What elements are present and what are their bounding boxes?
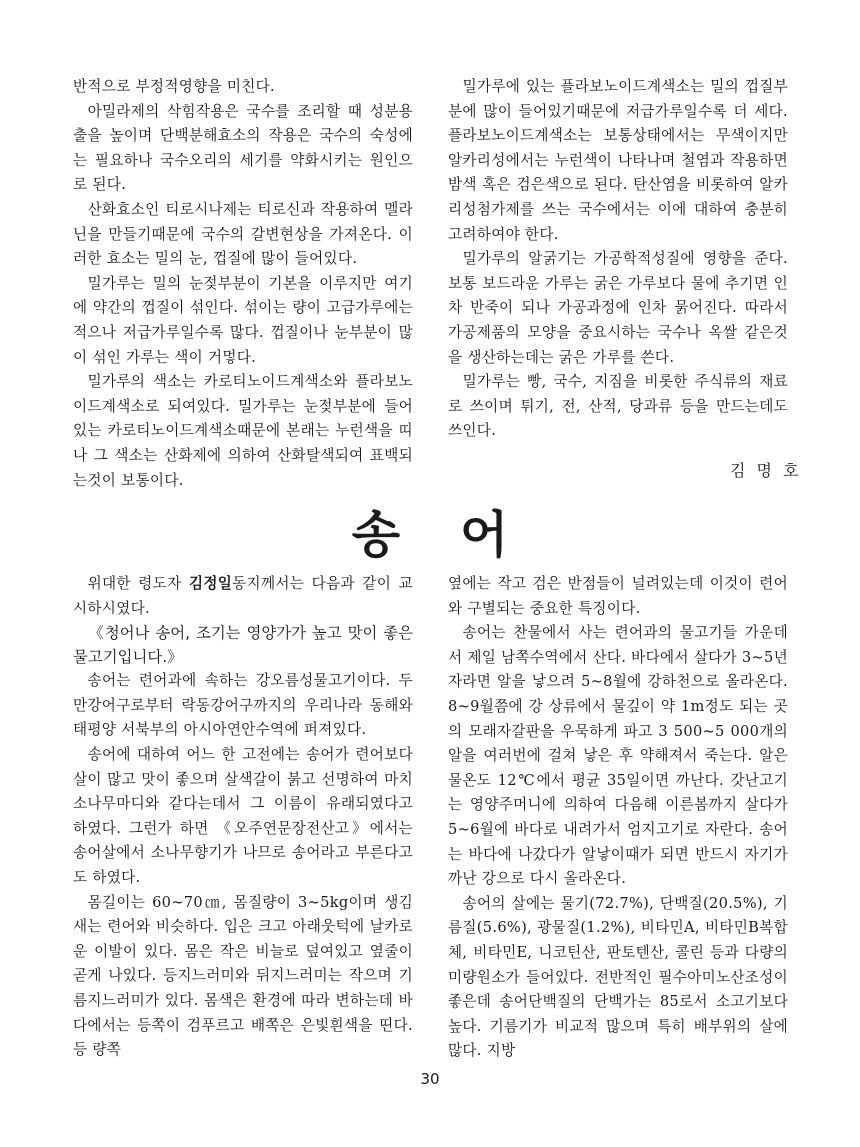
paragraph: 송어에 대하여 어느 한 고전에는 송어가 련어보다 살이 많고 맛이 좋으며 살색갈이 붉고 선명하여 마치 소나무마디와 같다는데서 그 이름이 유래되였다고 하였다. 그런가 하면 《오주연문장전산고》에서는 송어살에서 소나무향기가 나므로 송어라고 부른다고도 하였다. (73, 745, 413, 886)
article-column-top-left (73, 75, 413, 493)
paragraph: 밀가루의 알굵기는 가공학적성질에 영향을 준다. 보통 보드라운 가루는 굵은 가루보다 물에 추기면 인차 반죽이 되나 가공과정에 인차 묽어진다. 따라서 가공제품의 모양을 중요시하는 국수나 옥쌀 같은것을 생산하는데는 굵은 가루를 쓴다. (448, 250, 788, 366)
paragraph: 밀가루에 있는 플라보노이드계색소는 밀의 껍질부분에 많이 들어있기때문에 저급가루일수록 더 세다. 플라보노이드계색소는 보통상태에서는 무색이지만 알카리성에서는 누런색이 나타나며 철염과 작용하면 밤색 혹은 검은색으로 된다. 탄산염을 비롯하여 알카리성첨가제를 쓰는 국수에서는 이에 대하여 충분히 고려하여야 한다. (448, 78, 788, 243)
paragraph: 밀가루는 밀의 눈젖부분이 기본을 이루지만 여기에 약간의 껍질이 섞인다. 섞이는 량이 고급가루에는 적으나 저급가루일수록 많다. 껍질이나 눈부분이 많이 섞인 가루는 색이 거멓다. (73, 274, 413, 366)
paragraph: 송어는 련어과에 속하는 강오름성물고기이다. 두만강어구로부터 락동강어구까지의 우리나라 동해와 태평양 서북부의 아시아연안수역에 퍼져있다. (73, 672, 413, 739)
paragraph: 밀가루의 색소는 카로티노이드계색소와 플라보노이드계색소로 되여있다. 밀가루는 눈젖부분에 들어있는 카로티노이드계색소때문에 본래는 누런색을 띠나 그 색소는 산화제에 의하여 산화탈색되여 표백되는것이 보통이다. (73, 373, 413, 489)
article-column-top-right (448, 75, 788, 444)
intro-post: 동지께서는 다음과 같이 교시하시였다. (73, 575, 413, 617)
paragraph: 송어는 찬물에서 사는 련어과의 물고기들 가운데서 제일 남쪽수역에서 산다. 바다에서 살다가 3~5년 자라면 알을 낳으려 5~8월에 강하천으로 올라온다. 8~9월쯤에 강 상류에서 물깊이 약 1m정도 되는 곳의 모래자갈판을 우묵하게 파고 3 500~5 000개의 알을 여러번에 걸쳐 낳은 후 약해져서 죽는다. 알은 물온도 12℃에서 평균 35일이면 까난다. 갓난고기는 영양주머니에 의하여 다음해 이른봄까지 살다가 5~6월에 바다로 내려가서 엄지고기로 자란다. 송어는 바다에 나갔다가 알낳이때가 되면 반드시 자기가 까난 강으로 다시 올라온다. (448, 624, 788, 888)
article-title: 송어 (351, 506, 569, 564)
intro-paragraph (73, 572, 413, 621)
article-column-bottom-left (73, 572, 413, 1063)
quote: 《청어나 송어, 조기는 영양가가 높고 맛이 좋은 물고기입니다.》 (73, 624, 413, 667)
intro-pre: 위대한 령도자 (87, 575, 189, 592)
paragraph: 아밀라제의 삭힘작용은 국수를 조리할 때 성분용출을 높이며 단백분해효소의 작용은 국수의 숙성에는 필요하나 국수오리의 세기를 약화시키는 원인으로 된다. (73, 102, 413, 194)
paragraph: 밀가루는 빵, 국수, 지짐을 비롯한 주식류의 재료로 쓰이며 튀기, 전, 산적, 당과류 등을 만드는데도 쓰인다. (448, 373, 788, 440)
page-number: 30 (420, 1070, 440, 1088)
paragraph: 송어의 살에는 물기(72.7%), 단백질(20.5%), 기름질(5.6%), 광물질(1.2%), 비타민A, 비타민B복합체, 비타민E, 니코틴산, 판토텐산, 콜린 등과 다량의 미량원소가 들어있다. 전반적인 필수아미노산조성이 좋은데 송어단백질의 단백가는 85로서 소고기보다 높다. 기름기가 비교적 많으며 특히 배부위의 살에 많다. 지방 (448, 894, 788, 1060)
paragraph: 산화효소인 티로시나제는 티로신과 작용하여 멜라닌을 만들기때문에 국수의 갈변현상을 가져온다. 이러한 효소는 밀의 눈, 껍질에 많이 들어있다. (73, 200, 413, 268)
leader-name: 김정일 (188, 575, 233, 592)
paragraph: 반적으로 부정적영향을 미친다. (73, 78, 275, 95)
article-column-bottom-right (448, 572, 788, 1064)
author-name: 김 명 호 (730, 461, 802, 480)
paragraph: 옆에는 작고 검은 반점들이 널려있는데 이것이 련어와 구별되는 중요한 특징이다. (448, 575, 788, 617)
paragraph: 몸길이는 60~70㎝, 몸질량이 3~5kg이며 생김새는 련어와 비슷하다. 입은 크고 아래웃턱에 날카로운 이발이 있다. 몸은 작은 비늘로 덮여있고 옆줄이 곧게 나있다. 등지느러미와 뒤지느러미는 작으며 기름지느러미가 있다. 몸색은 환경에 따라 변하는데 바다에서는 등쪽이 검푸르고 배쪽은 은빛흰색을 띤다. 등 량쪽 (73, 893, 413, 1059)
